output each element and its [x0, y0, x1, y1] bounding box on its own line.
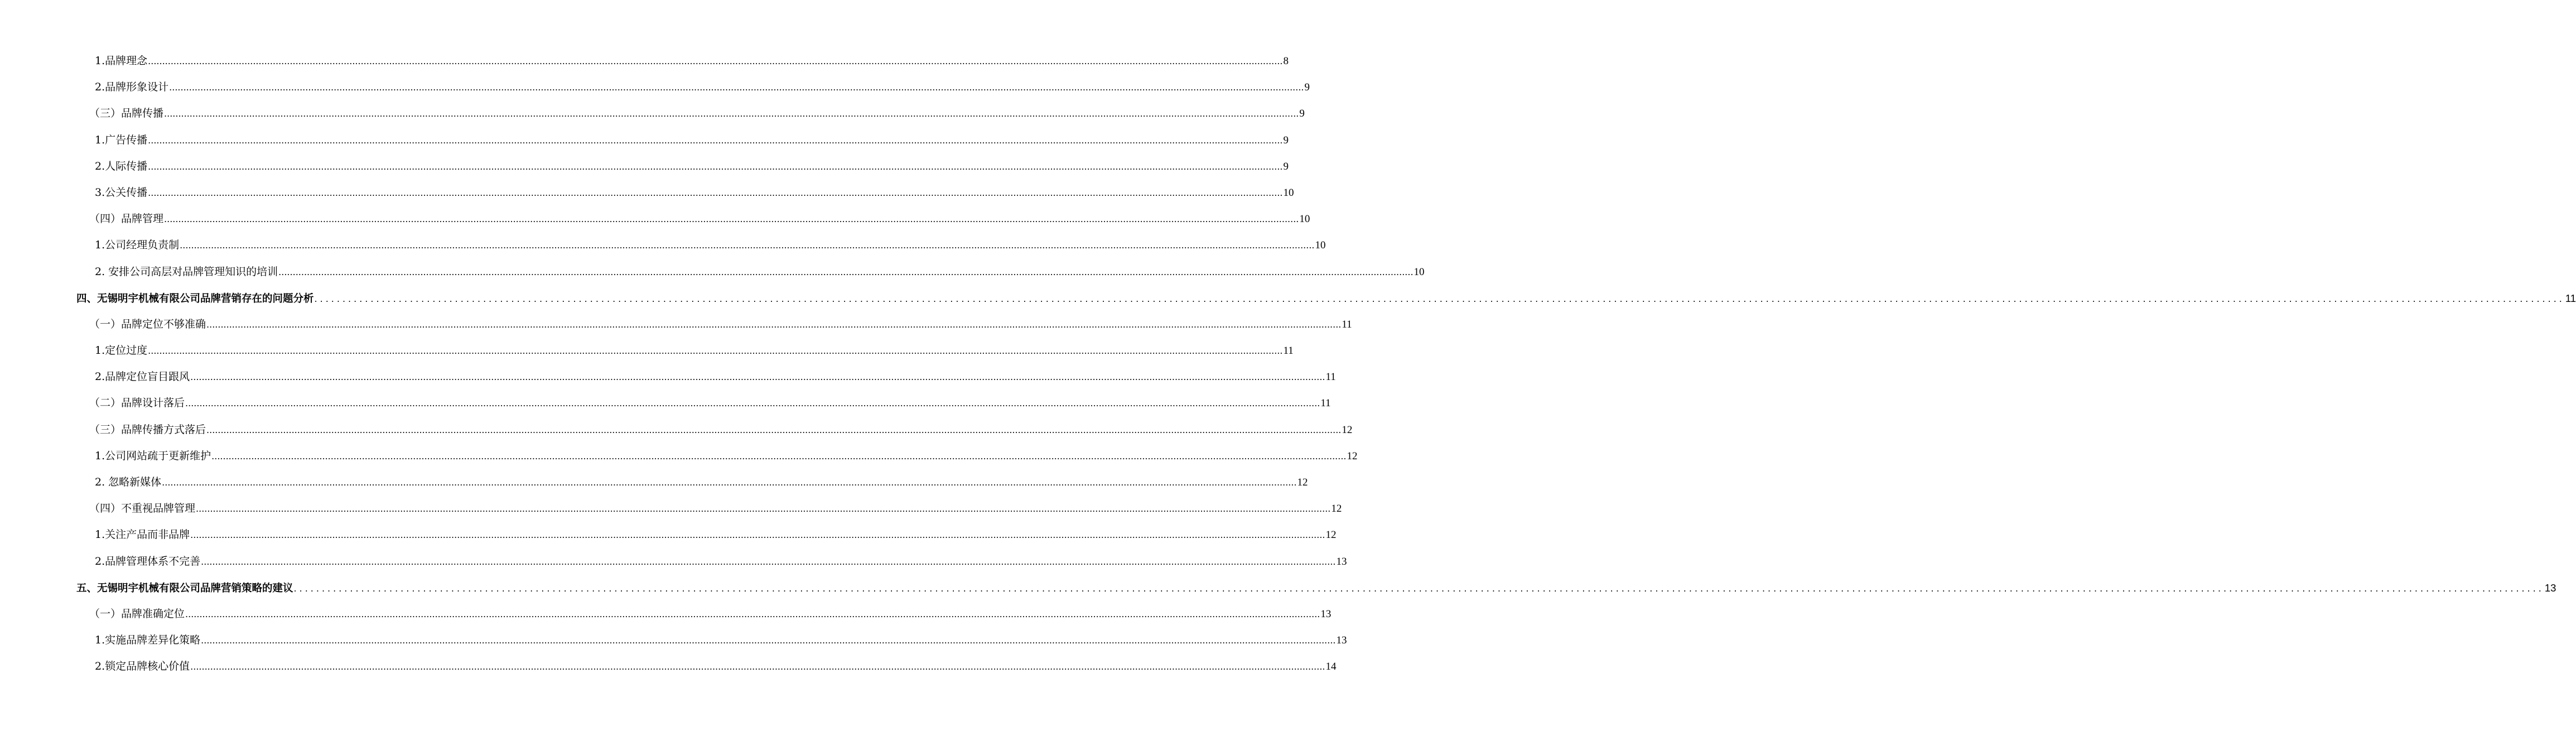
- dot-leader: ................................................................................................................................................................................................................................................................................................................................................................................................................: [180, 240, 1315, 251]
- toc-entry[interactable]: [0, 311, 1352, 338]
- table-of-contents: [0, 48, 2576, 680]
- toc-entry[interactable]: [0, 364, 1336, 390]
- toc-entry-title: 2.品牌形象设计: [95, 81, 169, 94]
- toc-entry-page-number: 9: [1283, 134, 1289, 146]
- toc-entry-title: （三）品牌传播方式落后: [89, 423, 206, 436]
- dot-leader: ................................................................................................................................................................................................................................................................................................................................................................................................................: [162, 477, 1297, 488]
- toc-entry-page-number: 13: [1336, 555, 1347, 568]
- toc-entry[interactable]: [0, 153, 1289, 180]
- toc-entry-page-number: 12: [1342, 424, 1353, 436]
- toc-entry-page-number: 12: [1325, 529, 1337, 541]
- toc-entry[interactable]: [0, 390, 1331, 416]
- toc-entry-title: 1.定位过度: [95, 344, 148, 357]
- toc-entry-page-number: 10: [1299, 213, 1310, 225]
- toc-entry-title: 1.公司网站疏于更新维护: [95, 449, 211, 462]
- dot-leader: ................................................................................................................................................................................................................................................................................................................................................................................................................: [196, 503, 1331, 515]
- dot-leader: ................................................................................................................................................................................................................................................................................................................................................................................................................: [164, 214, 1299, 225]
- toc-entry-page-number: 12: [1297, 477, 1308, 488]
- toc-entry-page-number: 9: [1299, 108, 1305, 120]
- toc-entry-title: 五、无锡明宇机械有限公司品牌营销策略的建议: [76, 582, 293, 594]
- toc-entry-title: 1.实施品牌差异化策略: [95, 634, 201, 647]
- toc-entry-page-number: 10: [1414, 266, 1425, 278]
- toc-entry-title: （一）品牌定位不够准确: [89, 318, 206, 330]
- dot-leader: ................................................................................................................................................................................................................................................................................................................................................................................................................: [201, 556, 1336, 567]
- toc-entry-title: （四）不重视品牌管理: [89, 502, 196, 515]
- dot-leader: ................................................................................................................................................................................................................................................................................................................................................................................................................: [190, 372, 1325, 383]
- toc-entry-page-number: 13: [1320, 608, 1332, 620]
- toc-entry-page-number: 12: [1347, 450, 1358, 462]
- toc-entry[interactable]: [0, 522, 1337, 548]
- toc-entry[interactable]: [0, 100, 1305, 127]
- toc-entry[interactable]: [0, 549, 1347, 575]
- toc-entry-page-number: 8: [1283, 55, 1289, 67]
- toc-entry-title: 1.关注产品而非品牌: [95, 528, 190, 541]
- toc-entry-page-number: 11: [2565, 292, 2576, 304]
- toc-entry-page-number: 10: [1283, 186, 1294, 199]
- dot-leader: ................................................................................................................................................................................................................................................................................................................................................................................................................: [201, 635, 1336, 646]
- dot-leader: ................................................................................................................................................................................................................................................................................................................................................................................................................: [206, 319, 1342, 330]
- toc-entry[interactable]: [0, 496, 1342, 522]
- dot-leader: ................................................................................................................................................................................................................................................................................................................................................................................................................: [148, 56, 1283, 66]
- toc-entry[interactable]: [0, 48, 1289, 74]
- toc-entry-title: （二）品牌设计落后: [89, 397, 185, 410]
- toc-entry-title: 四、无锡明宇机械有限公司品牌营销存在的问题分析: [76, 292, 314, 305]
- toc-entry[interactable]: [0, 232, 1326, 258]
- toc-entry[interactable]: [0, 469, 1308, 496]
- toc-entry-title: （三）品牌传播: [89, 107, 164, 120]
- dot-leader: ................................................................................................................................................................................................................................................................................................................................................................................................................: [148, 187, 1283, 198]
- dot-leader: ................................................................................................................................................................................................................................................................................................................................................................................................................: [206, 424, 1342, 435]
- toc-entry[interactable]: [0, 285, 2576, 311]
- toc-entry[interactable]: [0, 259, 1425, 285]
- toc-entry-title: 2.品牌定位盲目跟风: [95, 371, 190, 383]
- toc-entry[interactable]: [0, 338, 1294, 364]
- toc-entry[interactable]: [0, 417, 1353, 443]
- toc-entry-title: 2. 忽略新媒体: [95, 476, 162, 488]
- toc-entry-page-number: 11: [1283, 345, 1294, 357]
- toc-entry-title: 2.锁定品牌核心价值: [95, 660, 190, 673]
- toc-entry-page-number: 10: [1315, 239, 1326, 252]
- toc-entry-page-number: 14: [1325, 661, 1337, 673]
- dot-leader: ................................................................................................................................................................................................................................................................................................................................................................................................................: [314, 293, 2565, 304]
- toc-entry-page-number: 13: [2544, 581, 2556, 594]
- toc-entry[interactable]: [0, 627, 1347, 653]
- toc-entry[interactable]: [0, 653, 1337, 680]
- toc-entry-page-number: 11: [1320, 397, 1331, 410]
- toc-entry-title: 1.广告传播: [95, 133, 148, 146]
- toc-entry-title: 1.公司经理负责制: [95, 239, 180, 252]
- toc-entry-title: （一）品牌准确定位: [89, 607, 185, 620]
- dot-leader: ................................................................................................................................................................................................................................................................................................................................................................................................................: [169, 82, 1304, 93]
- toc-entry-page-number: 11: [1342, 318, 1352, 330]
- toc-entry[interactable]: [0, 206, 1310, 232]
- dot-leader: ................................................................................................................................................................................................................................................................................................................................................................................................................: [185, 398, 1320, 409]
- dot-leader: ................................................................................................................................................................................................................................................................................................................................................................................................................: [293, 583, 2544, 594]
- toc-entry[interactable]: [0, 180, 1294, 206]
- toc-entry-title: （四）品牌管理: [89, 213, 164, 225]
- toc-entry-title: 3.公关传播: [95, 186, 148, 199]
- dot-leader: ................................................................................................................................................................................................................................................................................................................................................................................................................: [185, 608, 1320, 619]
- toc-entry-title: 2.人际传播: [95, 160, 148, 172]
- dot-leader: ................................................................................................................................................................................................................................................................................................................................................................................................................: [190, 661, 1325, 672]
- toc-entry-title: 1.品牌理念: [95, 55, 148, 67]
- toc-entry[interactable]: [0, 443, 1358, 469]
- dot-leader: ................................................................................................................................................................................................................................................................................................................................................................................................................: [278, 266, 1414, 277]
- dot-leader: ................................................................................................................................................................................................................................................................................................................................................................................................................: [148, 345, 1283, 357]
- toc-entry[interactable]: [0, 575, 2556, 601]
- toc-entry-title: 2.品牌管理体系不完善: [95, 555, 201, 568]
- toc-entry[interactable]: [0, 127, 1289, 153]
- toc-entry-title: 2. 安排公司高层对品牌管理知识的培训: [95, 265, 278, 278]
- dot-leader: ................................................................................................................................................................................................................................................................................................................................................................................................................: [148, 134, 1283, 146]
- toc-entry[interactable]: [0, 601, 1332, 627]
- toc-entry-page-number: 9: [1304, 81, 1310, 94]
- toc-entry-page-number: 12: [1331, 503, 1342, 515]
- dot-leader: ................................................................................................................................................................................................................................................................................................................................................................................................................: [211, 450, 1347, 461]
- toc-entry[interactable]: [0, 74, 1310, 100]
- dot-leader: ................................................................................................................................................................................................................................................................................................................................................................................................................: [190, 530, 1325, 541]
- toc-entry-page-number: 9: [1283, 160, 1289, 172]
- toc-entry-page-number: 11: [1325, 371, 1336, 383]
- dot-leader: ................................................................................................................................................................................................................................................................................................................................................................................................................: [148, 161, 1283, 172]
- dot-leader: ................................................................................................................................................................................................................................................................................................................................................................................................................: [164, 108, 1299, 119]
- toc-entry-page-number: 13: [1336, 634, 1347, 647]
